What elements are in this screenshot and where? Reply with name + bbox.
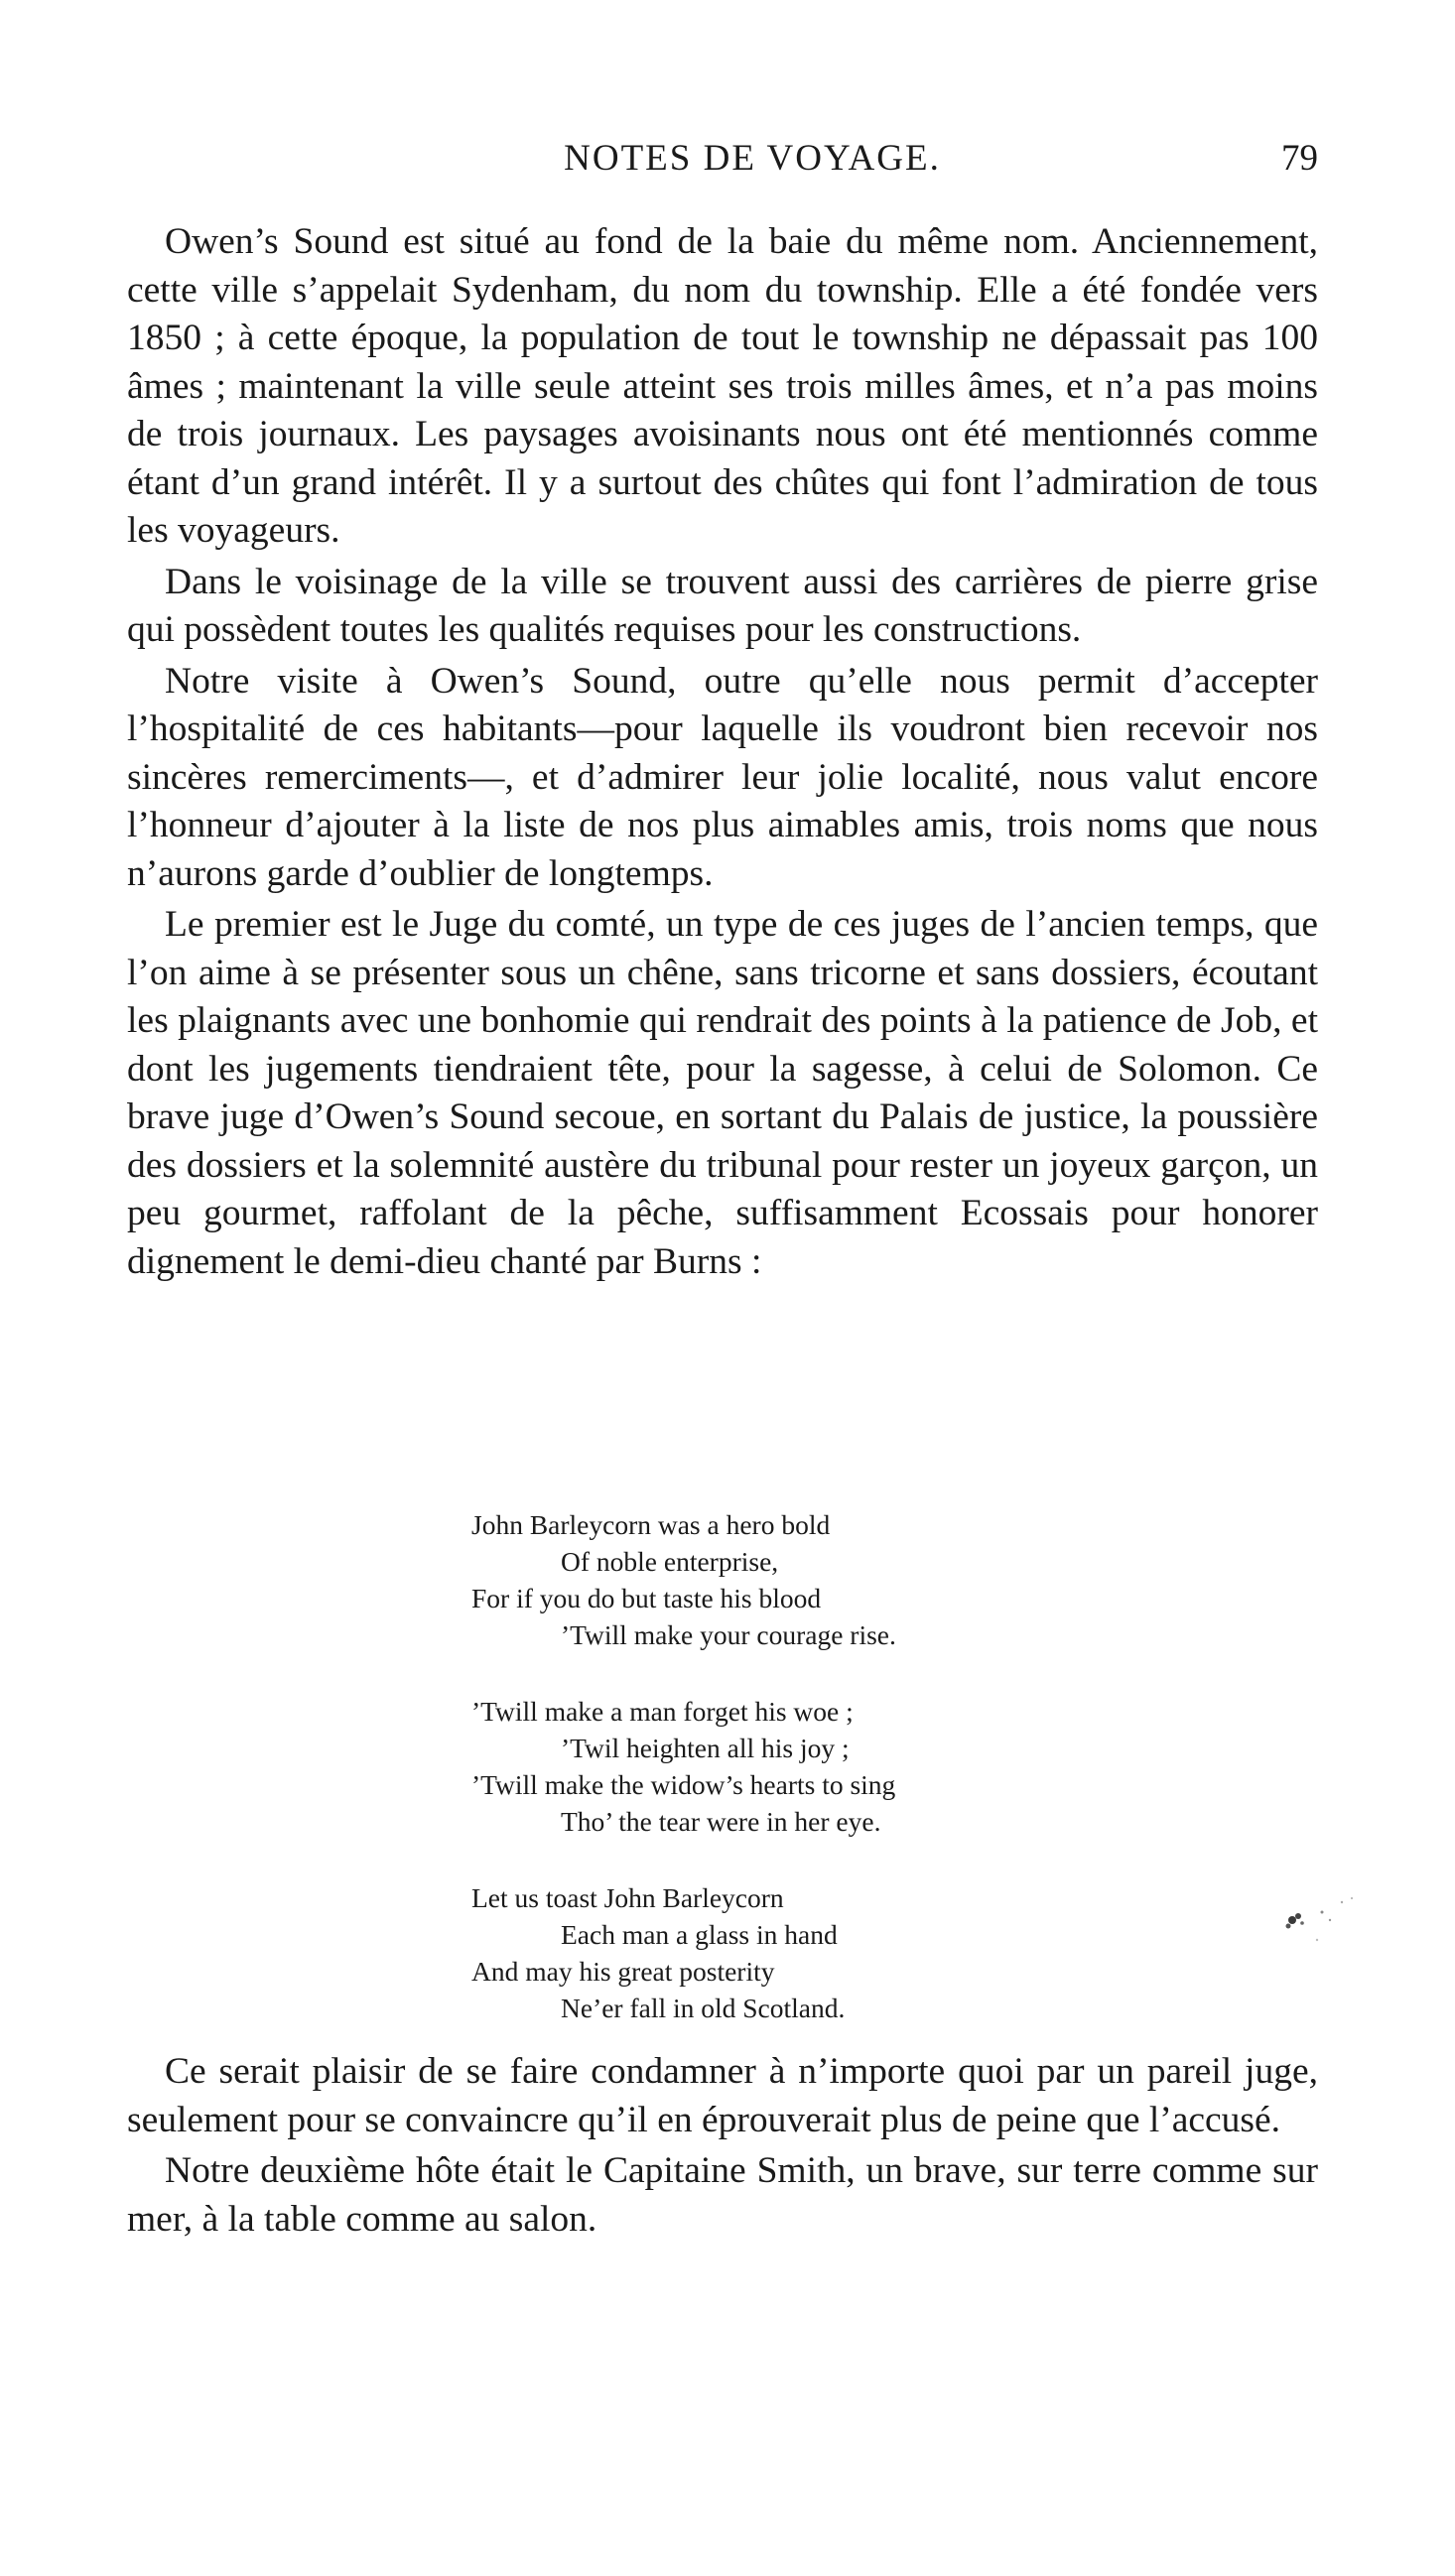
page-header (127, 137, 1318, 189)
paragraph-capitaine: Notre deuxième hôte était le Capitaine Smith, un brave, sur terre comme sur mer, à la table comme au salon. (127, 2150, 1318, 2240)
closing-text (127, 2048, 1318, 2244)
poem-stanza (471, 1693, 1107, 1840)
poem-line: For if you do but taste his blood (471, 1583, 822, 1613)
poem-john-barleycorn (471, 1506, 1107, 2026)
poem-stanza (471, 1879, 1107, 2026)
body-text (127, 218, 1318, 1286)
ink-smudge-mark (1272, 1890, 1362, 1950)
poem-stanza (471, 1506, 1107, 1653)
poem-line: ’Twil heighten all his joy ; (561, 1733, 850, 1763)
poem-line: Ne’er fall in old Scotland. (561, 1993, 846, 2023)
poem-line: ’Twill make your courage rise. (561, 1619, 896, 1650)
paragraph-owens-sound: Owen’s Sound est situé au fond de la baie du même nom. Anciennement, cette ville s’appelait Sydenham, du nom du township. Elle a été fondée vers 1850 ; à cette époque, la population de tout le township ne dépassait pas 100 âmes ; maintenant la ville seule atteint ses trois milles âmes, et n’a pas moins de trois journaux. Les paysages avoisinants nous ont été mentionnés comme étant d’un grand intérêt. Il y a surtout des chûtes qui font l’admiration de tous les voyageurs. (127, 221, 1318, 551)
paragraph-plaisir: Ce serait plaisir de se faire condamner à n’importe quoi par un pareil juge, seulement pour se convaincre qu’il en éprouverait plus de peine que l’accusé. (127, 2051, 1318, 2140)
poem-line: ’Twill make the widow’s hearts to sing (471, 1769, 896, 1800)
poem-line: And may his great posterity (471, 1956, 775, 1987)
poem-line: ’Twill make a man forget his woe ; (471, 1696, 854, 1727)
poem-line: Of noble enterprise, (561, 1546, 779, 1577)
paragraph-juge: Le premier est le Juge du comté, un type de ces juges de l’ancien temps, que l’on aime à se présenter sous un chêne, sans tricorne et sans dossiers, écoutant les plaignants avec une bonhomie qui rendrait des points à la patience de Job, et dont les jugements tiendraient tête, pour la sagesse, à celui de Solomon. Ce brave juge d’Owen’s Sound secoue, en sortant du Palais de justice, la poussière des dossiers et la solemnité austère du tribunal pour rester un joyeux garçon, un peu gourmet, raffolant de la pêche, suffisamment Ecossais pour honorer dignement le demi-dieu chanté par Burns : (127, 904, 1318, 1282)
poem-line: Each man a glass in hand (561, 1919, 838, 1950)
poem-line: John Barleycorn was a hero bold (471, 1509, 831, 1540)
paragraph-carrieres: Dans le voisinage de la ville se trouvent aussi des carrières de pierre grise qui possèdent toutes les qualités requises pour les constructions. (127, 561, 1318, 650)
running-head: NOTES DE VOYAGE. (564, 138, 941, 179)
paragraph-visite: Notre visite à Owen’s Sound, outre qu’elle nous permit d’accepter l’hospitalité de ces habitants—pour laquelle ils voudront bien recevoir nos sincères remerciments—, et d’admirer leur jolie localité, nous valut encore l’honneur d’ajouter à la liste de nos plus aimables amis, trois noms que nous n’aurons garde d’oublier de longtemps. (127, 660, 1318, 894)
page-number: 79 (1281, 138, 1318, 179)
poem-line: Let us toast John Barleycorn (471, 1882, 784, 1913)
poem-line: Tho’ the tear were in her eye. (561, 1806, 881, 1837)
